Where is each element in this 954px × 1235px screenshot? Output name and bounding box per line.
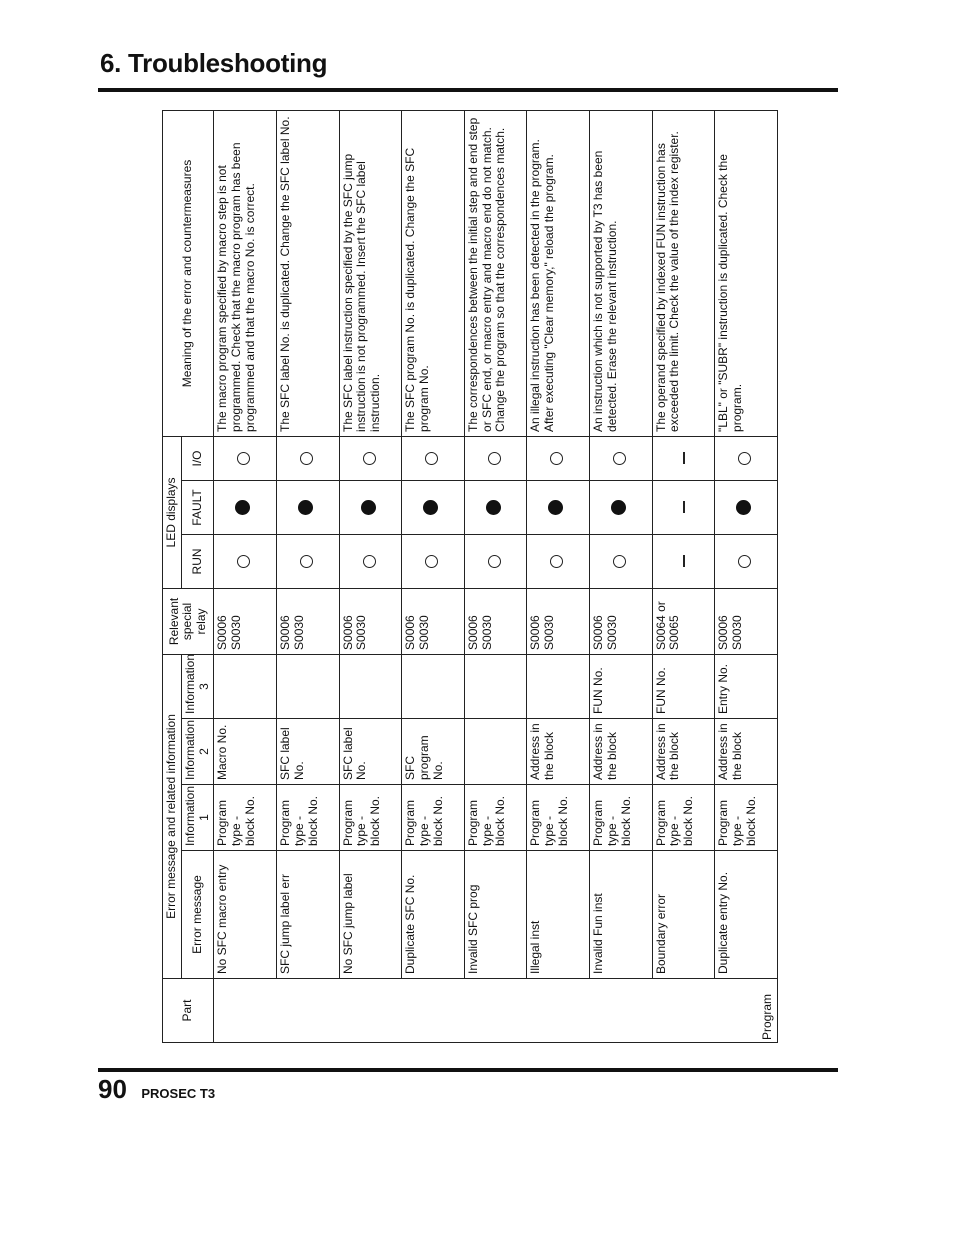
io-led-cell <box>277 436 340 480</box>
led-off-icon <box>237 452 250 465</box>
run-led-cell <box>527 534 590 588</box>
relay-cell: S0006 S0030 <box>214 588 277 654</box>
fault-led-cell <box>464 480 527 534</box>
relay-cell: S0006 S0030 <box>715 588 778 654</box>
table-row <box>464 110 527 1042</box>
led-off-icon <box>300 555 313 568</box>
relay-cell: S0006 S0030 <box>339 588 402 654</box>
info2-cell: SFC label No. <box>339 719 402 785</box>
run-led-cell <box>339 534 402 588</box>
led-off-icon <box>363 555 376 568</box>
table-row <box>277 110 340 1042</box>
header-part: Part <box>163 979 214 1043</box>
info2-cell: SFC label No. <box>277 719 340 785</box>
led-off-icon <box>550 452 563 465</box>
header-run: RUN <box>181 534 214 588</box>
led-on-icon <box>548 500 563 515</box>
header-fault: FAULT <box>181 480 214 534</box>
meaning-cell: The operand specified by indexed FUN instruction has exceeded the limit. Check the value of the index register. <box>652 110 715 436</box>
led-on-icon <box>423 500 438 515</box>
info2-cell: Address in the block <box>652 719 715 785</box>
header-led-group: LED displays <box>163 436 182 588</box>
info3-cell <box>277 654 340 718</box>
info1-cell: Program type - block No. <box>590 785 653 851</box>
part-cell: Program <box>214 979 778 1043</box>
meaning-cell: The SFC program No. is duplicated. Change the SFC program No. <box>402 110 465 436</box>
header-io: I/O <box>181 436 214 480</box>
fault-led-cell <box>277 480 340 534</box>
rotated-table-wrapper <box>162 111 778 1043</box>
led-off-icon <box>550 555 563 568</box>
meaning-cell: The macro program specified by macro step is not programmed. Check that the macro program has been programmed and that the macro No. is correct. <box>214 110 277 436</box>
run-led-cell <box>214 534 277 588</box>
led-on-icon <box>298 500 313 515</box>
error-message-cell: Invalid SFC prog <box>464 851 527 979</box>
run-led-cell <box>715 534 778 588</box>
page-number: 90 <box>98 1074 127 1104</box>
table-body <box>214 110 778 1042</box>
info1-cell: Program type - block No. <box>277 785 340 851</box>
error-table <box>162 110 778 1043</box>
relay-cell: S0064 or S0065 <box>652 588 715 654</box>
meaning-cell: "LBL" or "SUBR" instruction is duplicated. Check the program. <box>715 110 778 436</box>
info3-cell <box>464 654 527 718</box>
fault-led-cell <box>652 480 715 534</box>
fault-led-cell <box>527 480 590 534</box>
io-led-cell <box>527 436 590 480</box>
error-message-cell: Invalid Fun inst <box>590 851 653 979</box>
info3-cell <box>214 654 277 718</box>
led-off-icon <box>237 555 250 568</box>
table-row <box>402 110 465 1042</box>
info2-cell: Macro No. <box>214 719 277 785</box>
header-error-group: Error message and related information <box>163 654 182 978</box>
led-off-icon <box>488 555 501 568</box>
led-na-icon <box>683 555 685 567</box>
led-off-icon <box>738 452 751 465</box>
info1-cell: Program type - block No. <box>402 785 465 851</box>
run-led-cell <box>277 534 340 588</box>
io-led-cell <box>652 436 715 480</box>
led-off-icon <box>425 452 438 465</box>
io-led-cell <box>339 436 402 480</box>
led-on-icon <box>736 500 751 515</box>
page-footer <box>98 1074 215 1105</box>
table-row <box>527 110 590 1042</box>
table-row <box>339 110 402 1042</box>
header-info2: Information 2 <box>181 719 214 785</box>
relay-cell: S0006 S0030 <box>590 588 653 654</box>
footer-rule <box>98 1068 838 1072</box>
info1-cell: Program type - block No. <box>339 785 402 851</box>
info1-cell: Program type - block No. <box>715 785 778 851</box>
info3-cell <box>402 654 465 718</box>
fault-led-cell <box>339 480 402 534</box>
error-message-cell: Duplicate SFC No. <box>402 851 465 979</box>
io-led-cell <box>590 436 653 480</box>
led-on-icon <box>235 500 250 515</box>
header-info1: Information 1 <box>181 785 214 851</box>
header-rule <box>98 88 838 92</box>
error-message-cell: SFC jump label err <box>277 851 340 979</box>
meaning-cell: The correspondences between the initial step and end step or SFC end, or macro entry and macro end do not match. Change the program so that the correspondences match. <box>464 110 527 436</box>
relay-cell: S0006 S0030 <box>464 588 527 654</box>
header-error-message: Error message <box>181 851 214 979</box>
io-led-cell <box>715 436 778 480</box>
meaning-cell: An illegal instruction has been detected in the program. After executing "Clear memory," reload the program. <box>527 110 590 436</box>
header-row-1 <box>163 110 182 1042</box>
led-on-icon <box>361 500 376 515</box>
io-led-cell <box>464 436 527 480</box>
meaning-cell: The SFC label No. is duplicated. Change the SFC label No. <box>277 110 340 436</box>
error-message-cell: No SFC jump label <box>339 851 402 979</box>
error-message-cell: Duplicate entry No. <box>715 851 778 979</box>
table-row <box>214 110 277 1042</box>
run-led-cell <box>590 534 653 588</box>
led-off-icon <box>488 452 501 465</box>
led-off-icon <box>738 555 751 568</box>
fault-led-cell <box>715 480 778 534</box>
led-off-icon <box>613 452 626 465</box>
info2-cell <box>464 719 527 785</box>
run-led-cell <box>464 534 527 588</box>
page-title: 6. Troubleshooting <box>100 48 328 78</box>
error-message-cell: No SFC macro entry <box>214 851 277 979</box>
led-off-icon <box>425 555 438 568</box>
fault-led-cell <box>590 480 653 534</box>
info1-cell: Program type - block No. <box>464 785 527 851</box>
info3-cell: FUN No. <box>652 654 715 718</box>
header-relay: Relevant special relay <box>163 588 214 654</box>
info3-cell <box>339 654 402 718</box>
io-led-cell <box>402 436 465 480</box>
led-on-icon <box>611 500 626 515</box>
io-led-cell <box>214 436 277 480</box>
product-name: PROSEC T3 <box>141 1086 216 1101</box>
led-off-icon <box>300 452 313 465</box>
fault-led-cell <box>402 480 465 534</box>
fault-led-cell <box>214 480 277 534</box>
table-row <box>590 110 653 1042</box>
table-row <box>652 110 715 1042</box>
info1-cell: Program type - block No. <box>214 785 277 851</box>
led-off-icon <box>363 452 376 465</box>
relay-cell: S0006 S0030 <box>277 588 340 654</box>
relay-cell: S0006 S0030 <box>402 588 465 654</box>
run-led-cell <box>652 534 715 588</box>
led-na-icon <box>683 452 685 464</box>
info2-cell: Address in the block <box>590 719 653 785</box>
led-off-icon <box>613 555 626 568</box>
info2-cell: Address in the block <box>715 719 778 785</box>
run-led-cell <box>402 534 465 588</box>
info1-cell: Program type - block No. <box>527 785 590 851</box>
info2-cell: SFC program No. <box>402 719 465 785</box>
relay-cell: S0006 S0030 <box>527 588 590 654</box>
error-message-cell: Illegal inst <box>527 851 590 979</box>
header-meaning: Meaning of the error and countermeasures <box>163 110 214 436</box>
header-info3: Information 3 <box>181 654 214 718</box>
table-row <box>715 110 778 1042</box>
info1-cell: Program type - block No. <box>652 785 715 851</box>
led-na-icon <box>683 501 685 513</box>
info2-cell: Address in the block <box>527 719 590 785</box>
info3-cell: FUN No. <box>590 654 653 718</box>
info3-cell: Entry No. <box>715 654 778 718</box>
led-on-icon <box>486 500 501 515</box>
meaning-cell: The SFC label instruction specified by the SFC jump instruction is not programmed. Insert the SFC label instruction. <box>339 110 402 436</box>
error-message-cell: Boundary error <box>652 851 715 979</box>
meaning-cell: An instruction which is not supported by T3 has been detected. Erase the relevant instruction. <box>590 110 653 436</box>
info3-cell <box>527 654 590 718</box>
error-table-container <box>162 111 778 1043</box>
